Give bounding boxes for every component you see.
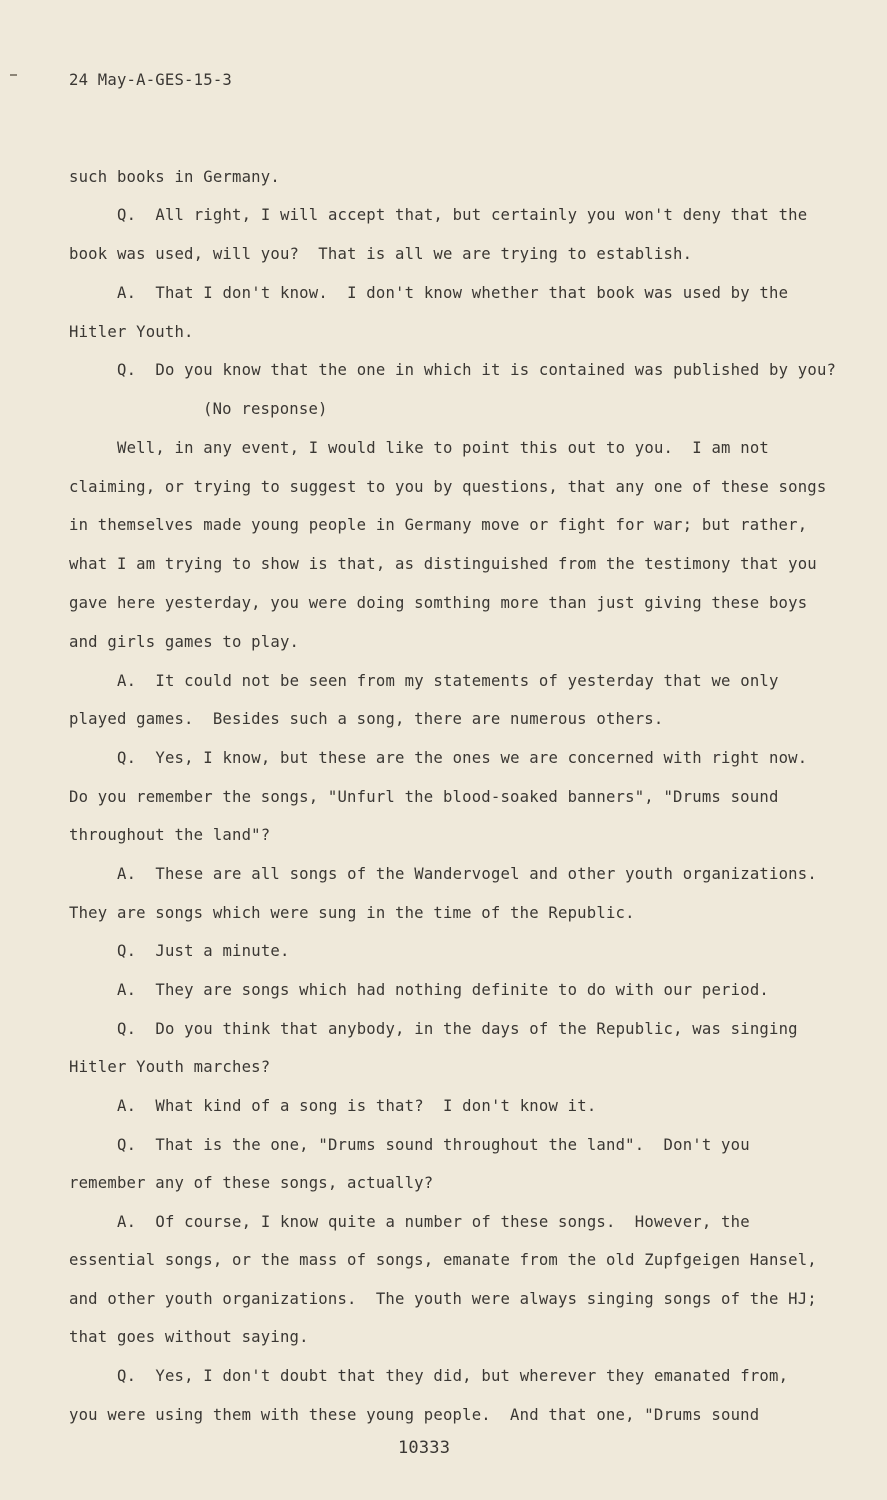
text-line: essential songs, or the mass of songs, emanate from the old Zupfgeigen Hansel, <box>69 1251 817 1269</box>
text-line: A. It could not be seen from my statements of yesterday that we only <box>117 672 779 690</box>
text-line: that goes without saying. <box>69 1328 309 1346</box>
document-header: 24 May-A-GES-15-3 <box>69 71 232 89</box>
text-line: throughout the land"? <box>69 826 271 844</box>
text-line: gave here yesterday, you were doing somthing more than just giving these boys <box>69 594 808 612</box>
text-line: A. What kind of a song is that? I don't know it. <box>117 1097 597 1115</box>
text-line: and other youth organizations. The youth were always singing songs of the HJ; <box>69 1290 817 1308</box>
page-number: 10333 <box>398 1438 451 1458</box>
text-line: Well, in any event, I would like to point this out to you. I am not <box>117 439 769 457</box>
text-line: Q. Yes, I don't doubt that they did, but wherever they emanated from, <box>117 1367 789 1385</box>
text-line: A. Of course, I know quite a number of these songs. However, the <box>117 1213 750 1231</box>
text-line: played games. Besides such a song, there are numerous others. <box>69 710 664 728</box>
text-line: Q. Do you know that the one in which it is contained was published by you? <box>117 361 837 379</box>
text-line: A. That I don't know. I don't know whether that book was used by the <box>117 284 789 302</box>
text-line: and girls games to play. <box>69 633 300 651</box>
text-line: Q. Do you think that anybody, in the days of the Republic, was singing <box>117 1020 798 1038</box>
text-line: Hitler Youth marches? <box>69 1058 271 1076</box>
text-line: you were using them with these young people. And that one, "Drums sound <box>69 1406 760 1424</box>
text-line: such books in Germany. <box>69 168 280 186</box>
margin-mark <box>10 74 17 76</box>
text-line: They are songs which were sung in the time of the Republic. <box>69 904 635 922</box>
text-line: Q. All right, I will accept that, but certainly you won't deny that the <box>117 206 808 224</box>
text-line: A. They are songs which had nothing definite to do with our period. <box>117 981 769 999</box>
text-line: Do you remember the songs, "Unfurl the blood-soaked banners", "Drums sound <box>69 788 779 806</box>
text-line: A. These are all songs of the Wandervogel and other youth organizations. <box>117 865 817 883</box>
text-line: remember any of these songs, actually? <box>69 1174 434 1192</box>
text-line: Q. That is the one, "Drums sound throughout the land". Don't you <box>117 1136 750 1154</box>
text-line: book was used, will you? That is all we are trying to establish. <box>69 245 693 263</box>
text-line: Q. Just a minute. <box>117 942 290 960</box>
text-line: Hitler Youth. <box>69 323 194 341</box>
text-line: Q. Yes, I know, but these are the ones we are concerned with right now. <box>117 749 808 767</box>
text-line: claiming, or trying to suggest to you by questions, that any one of these songs <box>69 478 827 496</box>
text-line: in themselves made young people in Germany move or fight for war; but rather, <box>69 516 808 534</box>
text-line: what I am trying to show is that, as distinguished from the testimony that you <box>69 555 817 573</box>
text-line: (No response) <box>203 400 328 418</box>
